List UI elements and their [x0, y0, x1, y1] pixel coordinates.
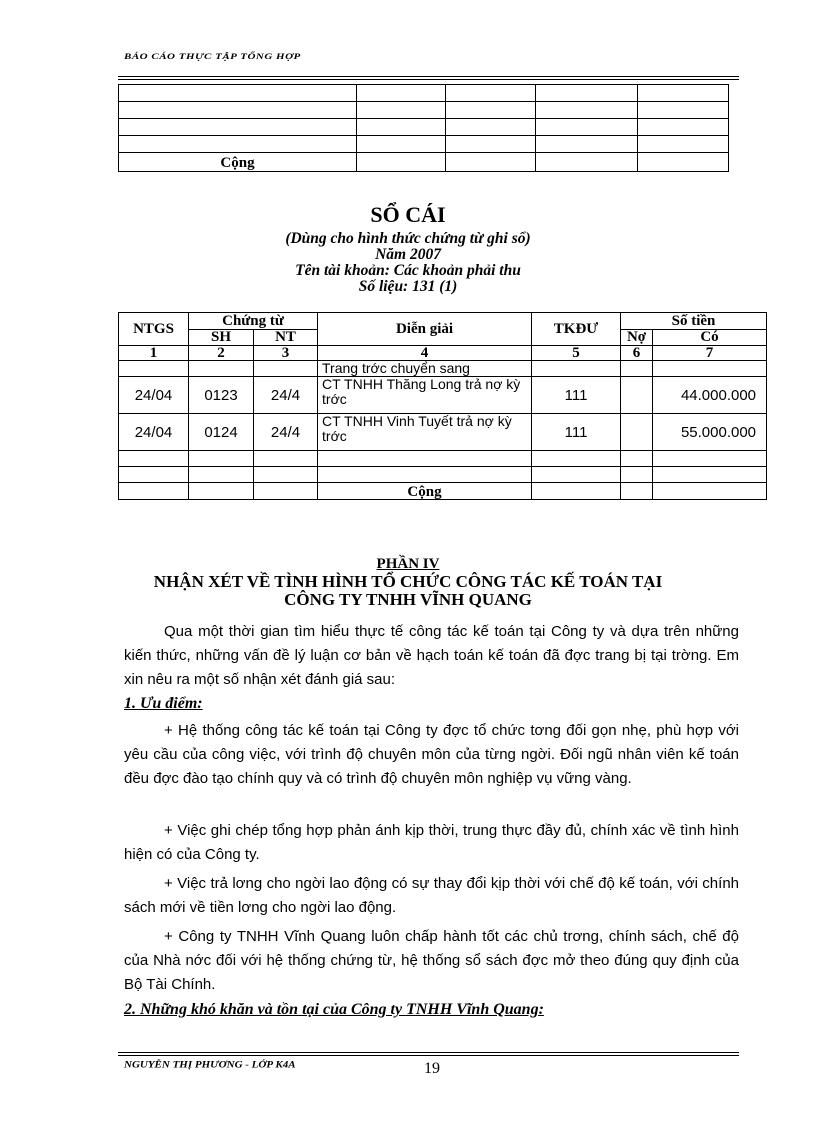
- table-row: [119, 483, 767, 500]
- header-rule-bottom: [118, 79, 739, 80]
- account-number: Số liệu: 131 (1): [358, 278, 458, 295]
- col-nt: NT: [254, 330, 318, 346]
- header-rule-top: [118, 76, 739, 77]
- account-name: Tên tài khoản: Các khoản phải thu: [295, 262, 521, 279]
- footer-rule-bottom: [118, 1055, 739, 1056]
- paragraph-advantage-4: + Công ty TNHH Vĩnh Quang luôn chấp hành tốt các chủ trơng, chính sách, chế độ của Nhà nớc đối với hệ thống chứng từ, hệ thống sổ sách đợc mở theo đúng quy định của Bộ Tài Chính.: [124, 928, 739, 993]
- header-row: [119, 313, 767, 330]
- cell-tkdu: 111: [532, 414, 621, 451]
- cell-nt: 24/4: [254, 377, 318, 414]
- cell-no: [621, 414, 653, 451]
- cell-ntgs: 24/04: [119, 377, 189, 414]
- table-row: [119, 102, 729, 119]
- heading-difficulties: 2. Những khó khăn và tồn tại của Công ty TNHH Vĩnh Quang:: [124, 1001, 544, 1018]
- table-row: [119, 85, 729, 102]
- cell-tkdu: 111: [532, 377, 621, 414]
- paragraph-advantage-3: + Việc trả lơng cho ngời lao động có sự thay đổi kịp thời với chế độ kế toán, với chính sách mới về tiền lơng cho ngời lao động.: [124, 875, 739, 916]
- ledger-title: SỔ CÁI: [370, 202, 446, 227]
- col-number: 5: [532, 346, 621, 361]
- col-tkdu: TKĐƯ: [532, 313, 621, 346]
- continuation-table: [118, 84, 729, 172]
- table-row: [119, 136, 729, 153]
- cell-desc: CT TNHH Thăng Long trả nợ kỳ trớc: [318, 377, 532, 414]
- cell-ntgs: 24/04: [119, 414, 189, 451]
- col-co: Có: [653, 330, 767, 346]
- col-so-tien: Số tiền: [621, 313, 767, 330]
- table-row: [119, 377, 767, 414]
- table-row: [119, 451, 767, 467]
- intro-paragraph: Qua một thời gian tìm hiểu thực tế công tác kế toán tại Công ty và dựa trên những kiến thức, những vấn đề lý luận cơ bản về hạch toán kế toán đã đợc trang bị tại trờng. Em xin nêu ra một số nhận xét đánh giá sau:: [124, 623, 739, 688]
- cell-no: [621, 377, 653, 414]
- col-number: 7: [653, 346, 767, 361]
- col-number: 1: [119, 346, 189, 361]
- table-row: [119, 361, 767, 377]
- col-no: Nợ: [621, 330, 653, 346]
- section-part: PHẦN IV: [376, 556, 440, 572]
- column-number-row: [119, 346, 767, 361]
- col-sh: SH: [189, 330, 254, 346]
- ledger-table: [118, 312, 767, 500]
- cell-co: 55.000.000: [653, 414, 767, 451]
- col-chung-tu: Chứng từ: [189, 313, 318, 330]
- heading-advantages: 1. Ưu điểm:: [124, 695, 203, 712]
- footer-author: NGUYỄN THỊ PHƯƠNG - LỚP K4A: [124, 1060, 296, 1071]
- ledger-year: Năm 2007: [375, 246, 441, 263]
- cell-sh: 0123: [189, 377, 254, 414]
- page-header: BÁO CÁO THỰC TẬP TỔNG HỢP: [124, 52, 301, 62]
- section-title-line1: NHẬN XÉT VỀ TÌNH HÌNH TỔ CHỨC CÔNG TÁC KẾ TOÁN TẠI: [153, 572, 663, 591]
- cell-nt: 24/4: [254, 414, 318, 451]
- section-title-line2: CÔNG TY TNHH VĨNH QUANG: [284, 590, 532, 609]
- footer-rule-top: [118, 1052, 739, 1053]
- ledger-subtitle: (Dùng cho hình thức chứng từ ghi sổ): [285, 230, 531, 247]
- table-row: [119, 119, 729, 136]
- cell-co: 44.000.000: [653, 377, 767, 414]
- cell-sh: 0124: [189, 414, 254, 451]
- table-row: [119, 467, 767, 483]
- page-number: 19: [424, 1060, 440, 1077]
- paragraph-advantage-1: + Hệ thống công tác kế toán tại Công ty đợc tổ chức tơng đối gọn nhẹ, phù hợp với yêu cầu của công việc, với trình độ chuyên môn của từng ngời. Đối ngũ nhân viên kế toán đều đợc đào tạo chính quy và có trình độ chuyên môn nghiệp vụ vững vàng.: [124, 722, 739, 787]
- col-number: 4: [318, 346, 532, 361]
- table-row: [119, 414, 767, 451]
- table-row: [119, 153, 729, 172]
- col-number: 6: [621, 346, 653, 361]
- paragraph-advantage-2: + Việc ghi chép tổng hợp phản ánh kịp thời, trung thực đầy đủ, chính xác về tình hình hiện có của Công ty.: [124, 822, 739, 863]
- col-ntgs: NTGS: [119, 313, 189, 346]
- ledger-total-label: Cộng: [318, 483, 532, 500]
- col-dien-giai: Diễn giải: [318, 313, 532, 346]
- col-number: 3: [254, 346, 318, 361]
- total-label: Cộng: [119, 153, 357, 172]
- carry-forward: Trang trớc chuyển sang: [318, 361, 532, 377]
- col-number: 2: [189, 346, 254, 361]
- cell-desc: CT TNHH Vinh Tuyết trả nợ kỳ trớc: [318, 414, 532, 451]
